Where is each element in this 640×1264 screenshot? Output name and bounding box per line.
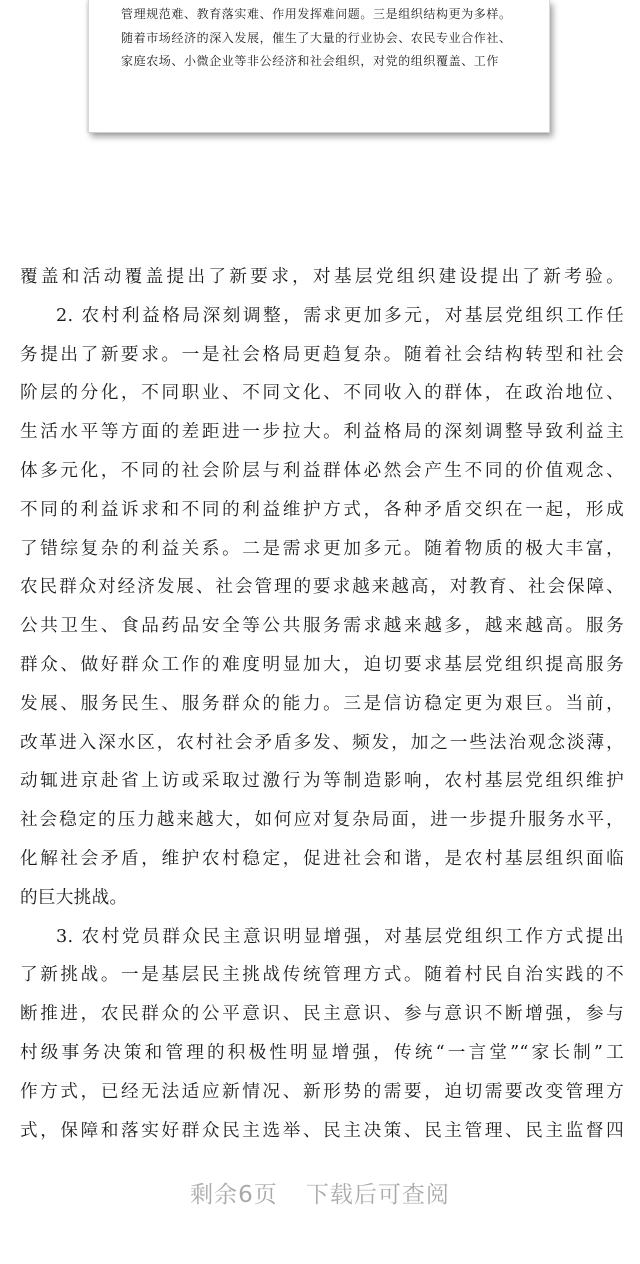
body-line: 公共卫生、食品药品安全等公共服务需求越来越多，越来越高。服务 [20, 616, 624, 637]
document-body [20, 258, 624, 1150]
body-line: 化解社会矛盾，维护农村稳定，促进社会和谐，是农村基层组织面临 [20, 848, 624, 869]
download-prompt[interactable] [0, 1176, 640, 1209]
download-to-view-text[interactable]: 下载后可查阅 [305, 1182, 450, 1208]
remaining-pages-text: 剩余6页 [190, 1182, 278, 1208]
body-line: 覆盖和活动覆盖提出了新要求，对基层党组织建设提出了新考验。 [20, 267, 624, 287]
paragraph-start-line: 3. 农村党员群众民主意识明显增强，对基层党组织工作方式提出 [56, 926, 624, 947]
body-line: 农民群众对经济发展、社会管理的要求越来越高，对教育、社会保障、 [20, 577, 624, 598]
body-line: 了新挑战。一是基层民主挑战传统管理方式。随着村民自治实践的不 [20, 965, 624, 986]
body-line: 了错综复杂的利益关系。二是需求更加多元。随着物质的极大丰富， [20, 538, 624, 559]
preview-line: 管理规范难、教育落实难、作用发挥难问题。三是组织结构更为多样。 [121, 7, 512, 21]
body-line: 社会稳定的压力越来越大，如何应对复杂局面，进一步提升服务水平， [20, 810, 624, 831]
body-line: 体多元化，不同的社会阶层与利益群体必然会产生不同的价值观念、 [20, 460, 624, 481]
body-line: 群众、做好群众工作的难度明显加大，迫切要求基层党组织提高服务 [20, 654, 624, 675]
body-line: 的巨大挑战。 [20, 887, 128, 908]
body-line: 动辄进京赴省上访或采取过激行为等制造影响，农村基层党组织维护 [20, 771, 624, 792]
body-line: 不同的利益诉求和不同的利益维护方式，各种矛盾交织在一起，形成 [20, 499, 624, 520]
preview-line: 随着市场经济的深入发展，催生了大量的行业协会、农民专业合作社、 [121, 31, 512, 45]
body-line: 阶层的分化，不同职业、不同文化、不同收入的群体，在政治地位、 [20, 383, 624, 404]
body-line: 务提出了新要求。一是社会格局更趋复杂。随着社会结构转型和社会 [20, 344, 624, 365]
body-line: 作方式，已经无法适应新情况、新形势的需要，迫切需要改变管理方 [20, 1081, 624, 1102]
body-line: 改革进入深水区，农村社会矛盾多发、频发，加之一些法治观念淡薄， [20, 732, 624, 753]
body-line: 生活水平等方面的差距进一步拉大。利益格局的深刻调整导致利益主 [20, 422, 624, 443]
body-line: 村级事务决策和管理的积极性明显增强，传统“一言堂”“家长制”工 [20, 1042, 624, 1063]
body-line: 式，保障和落实好群众民主选举、民主决策、民主管理、民主监督四 [20, 1120, 624, 1141]
body-line: 发展、服务民生、服务群众的能力。三是信访稳定更为艰巨。当前， [20, 693, 624, 714]
body-line: 断推进，农民群众的公平意识、民主意识、参与意识不断增强，参与 [20, 1004, 624, 1025]
preview-page-card [88, 0, 550, 133]
preview-line: 家庭农场、小微企业等非公经济和社会组织，对党的组织覆盖、工作 [121, 54, 500, 68]
paragraph-start-line: 2. 农村利益格局深刻调整，需求更加多元，对基层党组织工作任 [56, 305, 624, 326]
